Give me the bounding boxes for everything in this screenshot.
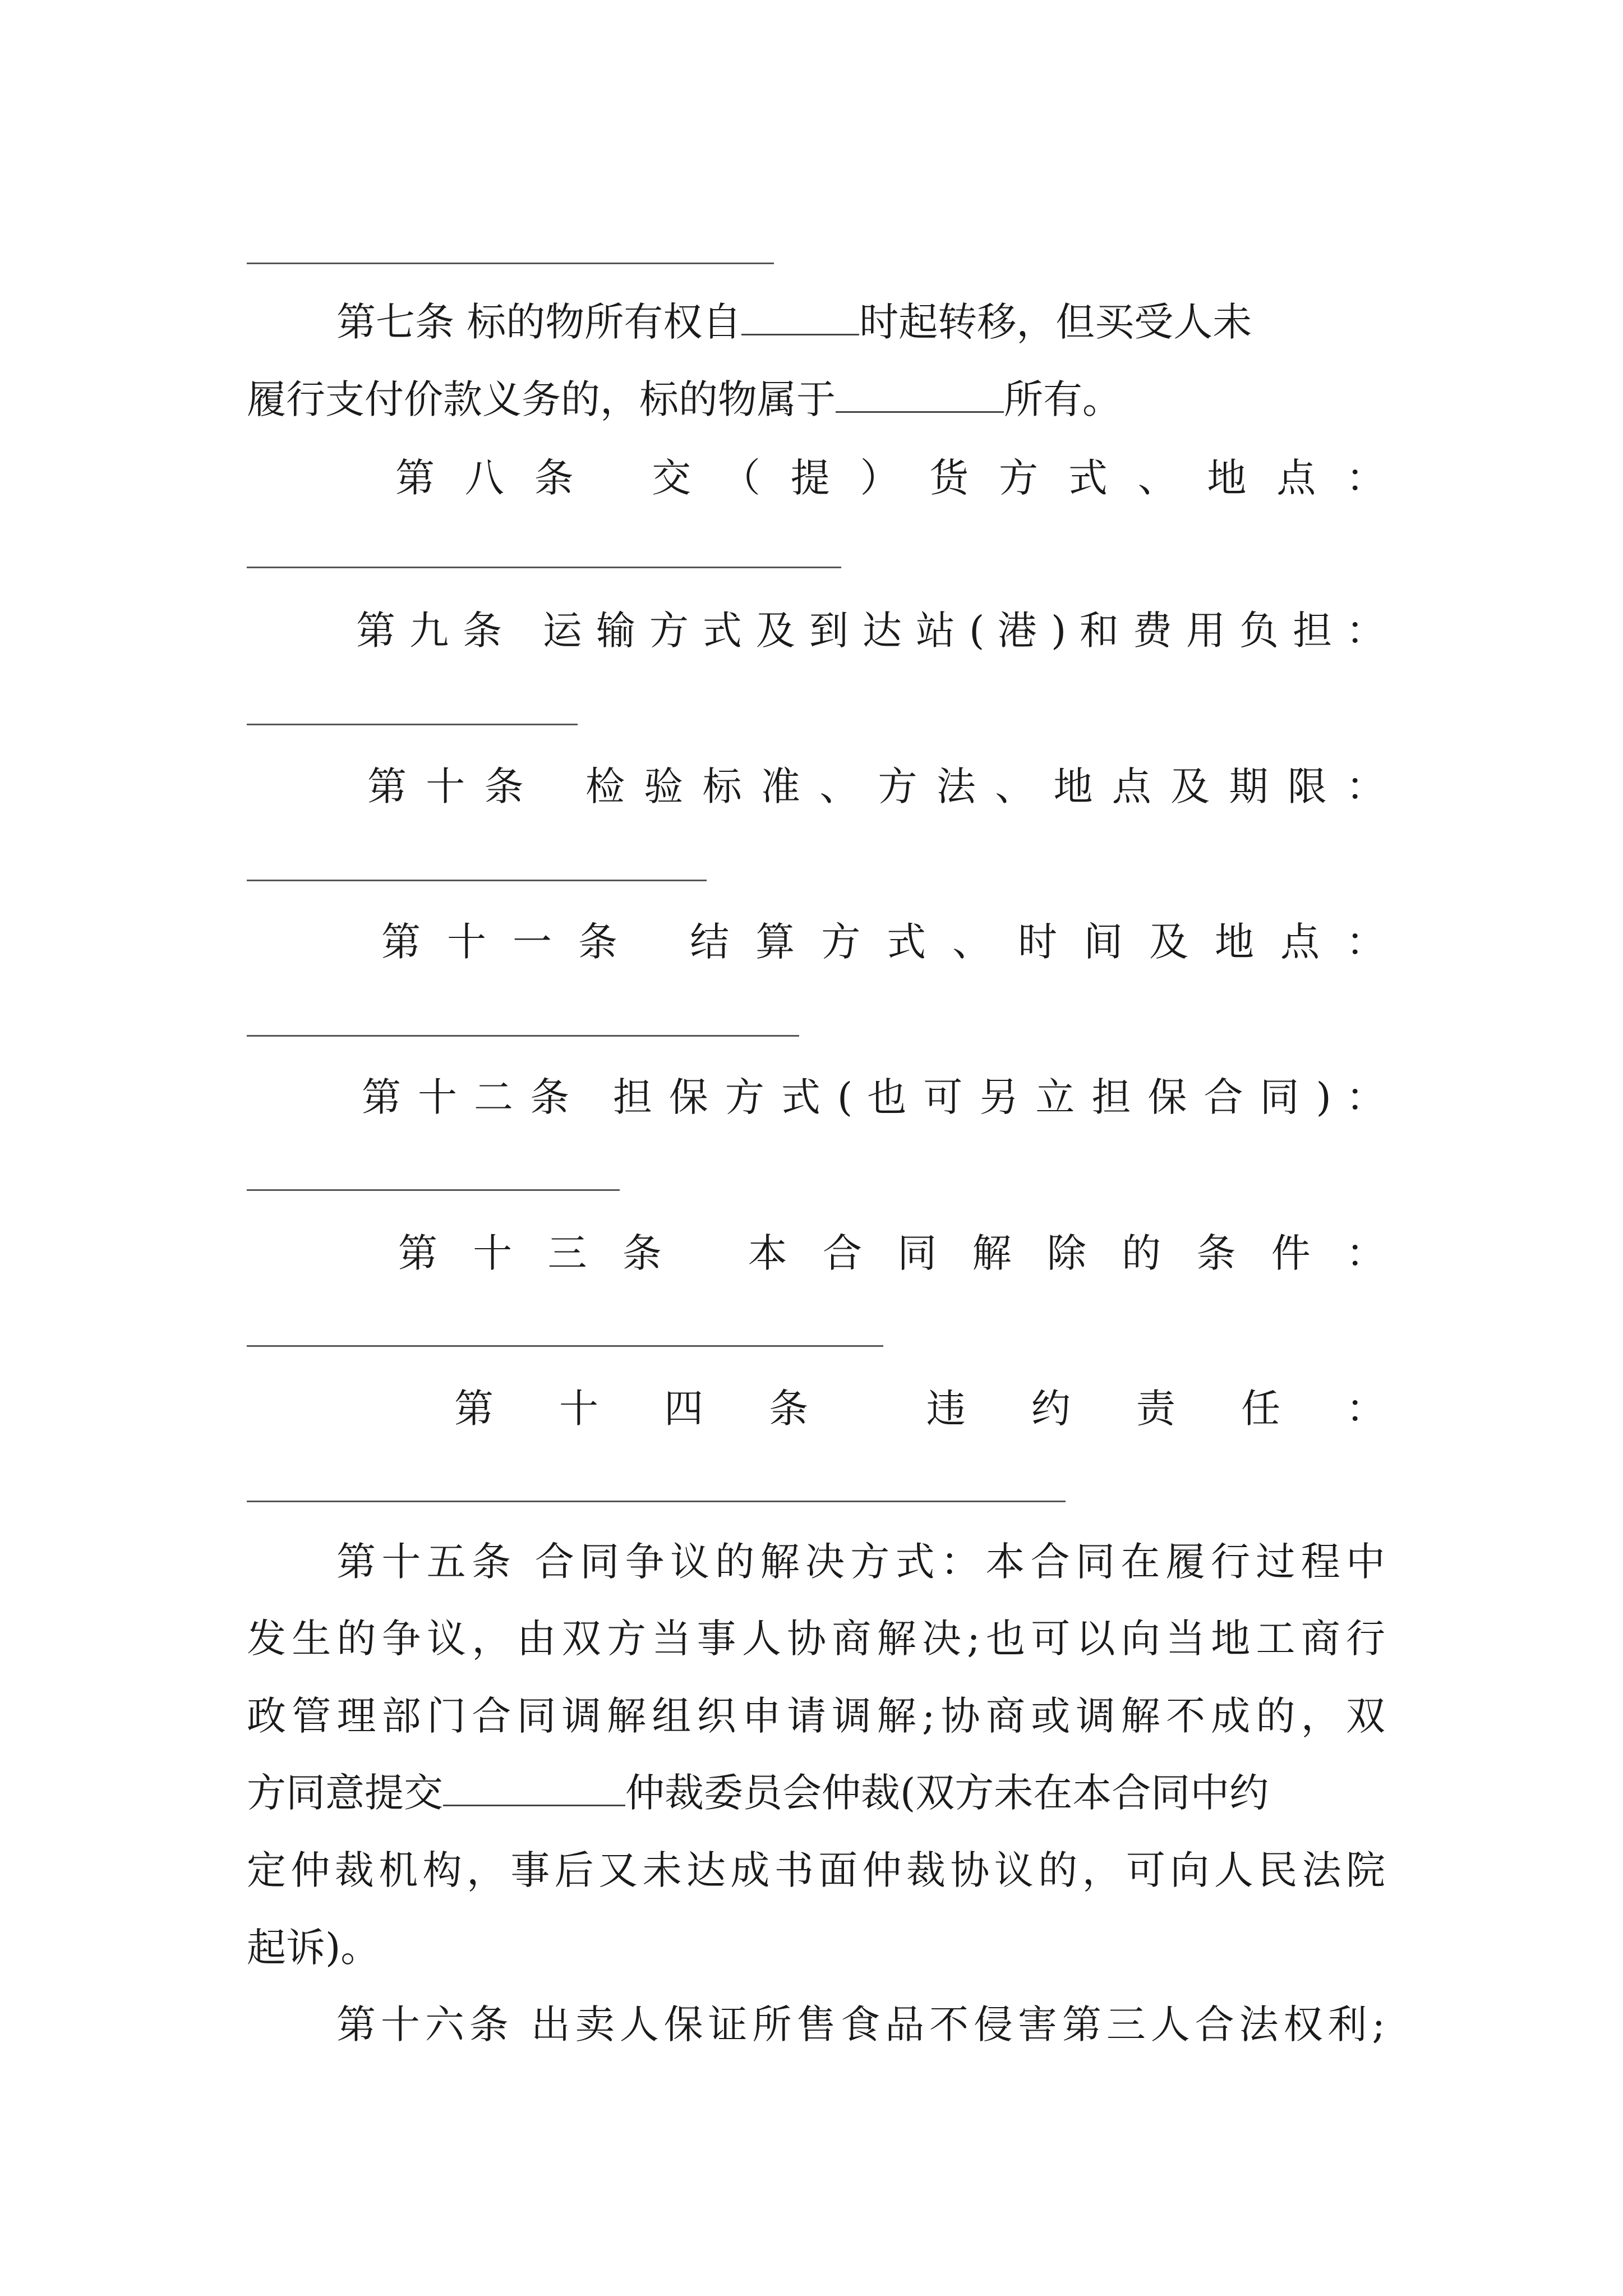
article-15-line-4 xyxy=(247,1768,1385,1818)
article-15-text: 仲裁委员会仲裁(双方未在本合同中约 xyxy=(625,1770,1269,1816)
article-7-line-2 xyxy=(247,375,1385,424)
article-8-heading: 第 八 条 交 （ 提 ） 货 方 式 、 地 点 ： xyxy=(395,455,1385,501)
article-13-heading: 第 十 三 条 本 合 同 解 除 的 条 件 ： xyxy=(398,1230,1385,1276)
article-7-text: 第七条 标的物所有权自 xyxy=(336,299,742,345)
article-7-line-1 xyxy=(336,297,1385,347)
article-9-heading: 第 九 条 运 输 方 式 及 到 达 站 ( 港 ) 和 费 用 负 担 ： xyxy=(356,608,1385,654)
article-16-line-1: 第十六条 出卖人保证所售食品不侵害第三人合法权利; xyxy=(336,2001,1385,2047)
blank-line xyxy=(247,880,707,881)
article-7-text: 履行支付价款义务的，标的物属于 xyxy=(247,376,836,422)
article-7-text: 所有。 xyxy=(1004,376,1122,422)
article-15-line-5: 定仲裁机构，事后又未达成书面仲裁协议的，可向人民法院 xyxy=(247,1847,1385,1893)
blank-line xyxy=(247,1501,1066,1502)
article-12-heading: 第 十 二 条 担 保 方 式 ( 也 可 另 立 担 保 合 同 ) ： xyxy=(362,1074,1385,1120)
blank-line xyxy=(247,1345,883,1347)
blank-line xyxy=(247,567,841,568)
fill-in-blank[interactable] xyxy=(443,1771,625,1806)
article-11-heading: 第 十 一 条 结 算 方 式 、 时 间 及 地 点 ： xyxy=(381,919,1385,965)
blank-line xyxy=(247,724,578,725)
fill-in-blank[interactable] xyxy=(741,300,859,335)
article-10-heading: 第 十 条 检 验 标 准 、 方 法 、 地 点 及 期 限 ： xyxy=(367,763,1385,809)
article-7-text: 时起转移，但买受人未 xyxy=(859,299,1252,345)
blank-line xyxy=(247,1035,799,1037)
blank-line xyxy=(247,263,774,264)
article-15-line-3: 政管理部门合同调解组织申请调解;协商或调解不成的，双 xyxy=(247,1693,1385,1739)
fill-in-blank[interactable] xyxy=(836,378,1004,413)
article-15-line-2: 发生的争议，由双方当事人协商解决;也可以向当地工商行 xyxy=(247,1616,1385,1662)
article-15-text: 方同意提交 xyxy=(247,1770,443,1816)
blank-line xyxy=(247,1189,620,1191)
article-15-line-1: 第十五条 合同争议的解决方式：本合同在履行过程中 xyxy=(336,1539,1385,1585)
article-15-line-6: 起诉)。 xyxy=(247,1925,380,1971)
article-14-heading: 第 十 四 条 违 约 责 任 ： xyxy=(454,1386,1385,1432)
